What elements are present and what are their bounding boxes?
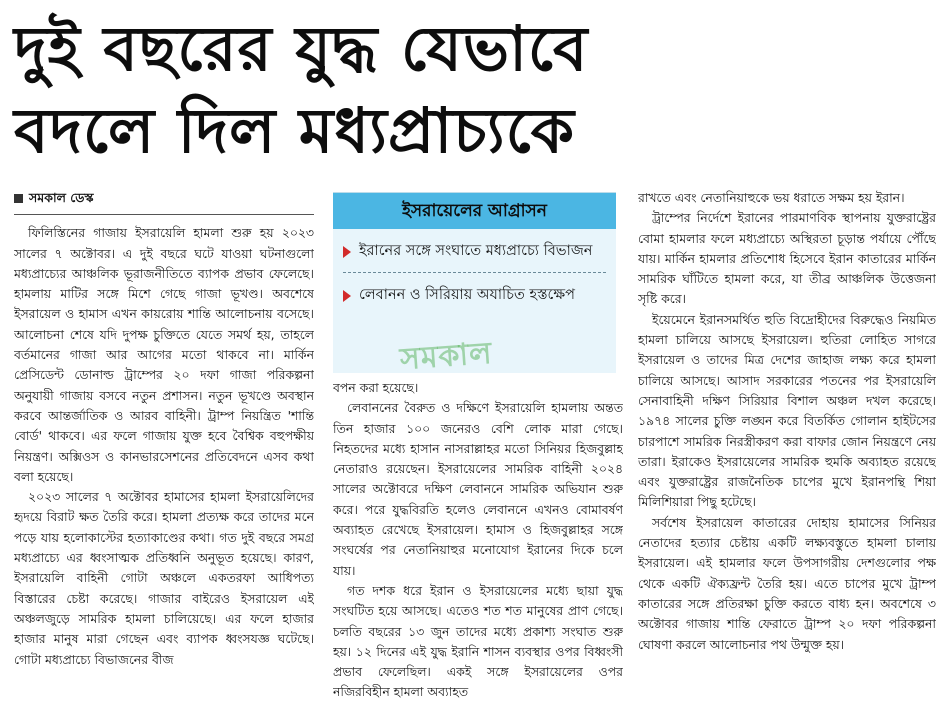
col1-paragraph-2: ২০২৩ সালের ৭ অক্টোবর হামাসের হামলা ইসরায়েলিদের হৃদয়ে বিরাট ক্ষত তৈরি করে। হামলা প্রত্যক্ষ করে তাদের মনে পড়ে যায় হলোকাস্টের হত্যাকাণ্ডের কথা। গত দুই বছরে সমগ্র মধ্যপ্রাচ্যে এর ধ্বংসাত্মক প্রতিধ্বনি অনুভূত হয়েছে। কারণ, ইসরায়েলি বাহিনী গোটা অঞ্চলে একতরফা আধিপত্য বিস্তারের চেষ্টা করেছে। গাজার বাইরেও ইসরায়েল এই অঞ্চলজুড়ে সামরিক হামলা চালিয়েছে। এর ফলে হাজার হাজার মানুষ মারা গেছেন এবং ব্যাপক ধ্বংসযজ্ঞ ঘটেছে। গোটা মধ্যপ্রাচ্যে বিভাজনের বীজ xyxy=(14,489,314,667)
article-column-1 xyxy=(14,188,314,718)
article-column-2 xyxy=(333,378,623,718)
col3-paragraph-1: রাখতে এবং নেতানিয়াহুকে ভয় ধরাতে সক্ষম হয় ইরান। xyxy=(638,190,905,205)
headline-line-2: বদলে দিল মধ্যপ্রাচ্যকে xyxy=(14,94,576,167)
watermark-logo: সমকাল xyxy=(398,335,494,378)
col3-paragraph-2: ট্রাম্পের নির্দেশে ইরানের পারমাণবিক স্থাপনায় যুক্তরাষ্ট্রের বোমা হামলার ফলে মধ্যপ্রাচ্যে অস্থিরতা চূড়ান্ত পর্যায়ে পৌঁছে যায়। মার্কিন হামলার প্রতিশোধ হিসেবে ইরান কাতারের মার্কিন সামরিক ঘাঁটিতে হামলা করে, যা তীব্র আঞ্চলিক উত্তেজনা সৃষ্টি করে। xyxy=(638,210,936,307)
sidebar-item-1 xyxy=(333,229,616,272)
sidebar-title: ইসরায়েলের আগ্রাসন xyxy=(333,193,616,229)
bullet-icon xyxy=(343,246,351,258)
byline-text: সমকাল ডেস্ক xyxy=(29,190,94,205)
sidebar-item-2 xyxy=(333,273,616,316)
article-column-3 xyxy=(638,188,936,718)
byline xyxy=(14,188,314,215)
headline xyxy=(14,8,934,172)
headline-line-1: দুই বছরের যুদ্ধ যেভাবে xyxy=(14,12,589,85)
byline-square-icon xyxy=(14,194,23,203)
sidebar-item-1-text: ইরানের সঙ্গে সংঘাতে মধ্যপ্রাচ্যে বিভাজন xyxy=(359,243,593,259)
col1-paragraph-1: ফিলিস্তিনের গাজায় ইসরায়েলি হামলা শুরু হয় ২০২৩ সালের ৭ অক্টোবর। এ দুই বছরে ঘটে যাওয়া ঘটনাগুলো মধ্যপ্রাচ্যের আঞ্চলিক ভূরাজনীতিতে ব্যাপক প্রভাব ফেলেছে। হামলায় মাটির সঙ্গে মিশে গেছে গাজা ভূখণ্ড। অবশেষে ইসরায়েল ও হামাস এখন কায়রোয় শান্তি আলোচনায় বসেছে। আলোচনা শেষে যদি দুপক্ষ চুক্তিতে যেতে সমর্থ হয়, তাহলে বর্তমানের গাজা আর আগের মতো থাকবে না। মার্কিন প্রেসিডেন্ট ডোনাল্ড ট্রাম্পের ২০ দফা গাজা পরিকল্পনা অনুযায়ী গাজায় বসবে নতুন প্রশাসন। নতুন ভূখণ্ডে অবস্থান করবে আন্তর্জাতিক ও আরব বাহিনী। ট্রাম্প নিয়ন্ত্রিত 'শান্তি বোর্ড' থাকবে। এর ফলে গাজায় যুক্ত হবে বৈশ্বিক বহুপক্ষীয় নিয়ন্ত্রণ। অক্সিওস ও কানভারসেশনের প্রতিবেদনে এসব কথা বলা হয়েছে। xyxy=(14,225,314,484)
col3-paragraph-3: ইয়েমেনে ইরানসমর্থিত হুতি বিদ্রোহীদের বিরুদ্ধেও নিয়মিত হামলা চালিয়ে আসছে ইসরায়েল। হুতিরা লোহিত সাগরে ইসরায়েল ও তাদের মিত্র দেশের জাহাজ লক্ষ্য করে হামলা চালিয়ে আসছে। আসাদ সরকারের পতনের পর ইসরায়েলি সেনাবাহিনী দক্ষিণ সিরিয়ার বিশাল অঞ্চল দখল করেছে। ১৯৭৪ সালের চুক্তি লঙ্ঘন করে বিতর্কিত গোলান হাইটসের চারপাশে সামরিক নিরস্ত্রীকরণ করা বাফার জোন নিয়ন্ত্রণে নেয় তারা। ইরাকেও ইসরায়েলের সামরিক হুমকি অব্যাহত রয়েছে এবং যুক্তরাষ্ট্রের রাজনৈতিক চাপের মুখে ইরানপন্থি শিয়া মিলিশিয়ারা পিছু হটেছে। xyxy=(638,311,936,510)
col3-paragraph-4: সর্বশেষ ইসরায়েল কাতারের দোহায় হামাসের সিনিয়র নেতাদের হত্যার চেষ্টায় একটি লক্ষ্যবস্তুতে হামলা চালায় ইসরায়েল। এই হামলার ফলে উপসাগরীয় দেশগুলোর পক্ষ থেকে একটি ঐক্যফ্রন্ট তৈরি হয়। এতে চাপের মুখে ট্রাম্প কাতারের সঙ্গে প্রতিরক্ষা চুক্তি করতে বাধ্য হন। অবশেষে ৩ অক্টোবর গাজায় শান্তি ফেরাতে ট্রাম্প ২০ দফা পরিকল্পনা ঘোষণা করলে আলোচনার পথ উন্মুক্ত হয়। xyxy=(638,514,936,652)
col2-paragraph-3: গত দশক ধরে ইরান ও ইসরায়েলের মধ্যে ছায়া যুদ্ধ সংঘটিত হয়ে আসছে। এতেও শত শত মানুষের প্রাণ গেছে। চলতি বছরের ১৩ জুন তাদের মধ্যে প্রকাশ্য সংঘাত শুরু হয়। ১২ দিনের এই যুদ্ধ ইরানি শাসন ব্যবস্থার ওপর বিধ্বংসী প্রভাব ফেলেছিল। একই সঙ্গে ইসরায়েলের ওপর নজিরবিহীন হামলা অব্যাহত xyxy=(333,582,623,700)
col2-paragraph-1: বপন করা হয়েছে। xyxy=(333,380,419,395)
col2-paragraph-2: লেবাননের বৈরুত ও দক্ষিণে ইসরায়েলি হামলায় অন্তত তিন হাজার ১০০ জনেরও বেশি লোক মারা গেছে। নিহতদের মধ্যে হাসান নাসরাল্লাহর মতো সিনিয়র হিজবুল্লাহ নেতারাও রয়েছেন। ইসরায়েলের সামরিক বাহিনী ২০২৪ সালের অক্টোবরে দক্ষিণ লেবাননে সামরিক অভিযান শুরু করে। পরে যুদ্ধবিরতি হলেও লেবাননে এখনও বোমাবর্ষণ অব্যাহত রেখেছে ইসরায়েল। হামাস ও হিজবুল্লাহর সঙ্গে সংঘর্ষের পর নেতানিয়াহুর মনোযোগ ইরানের দিকে চলে যায়। xyxy=(333,400,623,578)
sidebar-item-2-text: লেবানন ও সিরিয়ায় অযাচিত হস্তক্ষেপ xyxy=(359,287,575,303)
bullet-icon xyxy=(343,290,351,302)
